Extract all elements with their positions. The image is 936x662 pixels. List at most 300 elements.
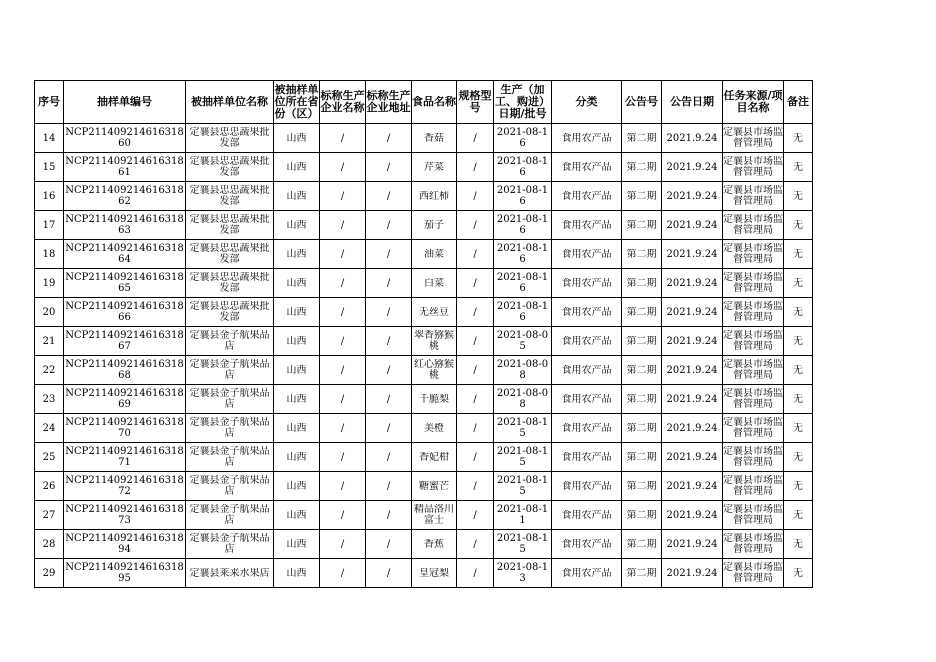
cell-province-text: 山西 xyxy=(286,393,307,405)
cell-sampled-unit-text: 定襄县忠忠蔬果批发部 xyxy=(189,301,270,323)
cell-sample-id-text: NCP21140921461631865 xyxy=(65,272,184,294)
cell-producer-address xyxy=(366,240,412,269)
cell-category-text: 食用农产品 xyxy=(561,219,612,231)
cell-food-name-text: 翠香猕猴桃 xyxy=(414,330,454,352)
cell-sample-id xyxy=(64,559,186,588)
cell-production-date-text: 2021-08-08 xyxy=(496,359,549,381)
cell-category xyxy=(552,385,622,414)
cell-food-name xyxy=(412,472,457,501)
cell-seq-text: 28 xyxy=(42,538,56,550)
cell-sampled-unit xyxy=(186,530,274,559)
cell-notice-date-text: 2021.9.24 xyxy=(666,219,718,231)
cell-notice-no-text: 第二期 xyxy=(626,509,657,521)
header-production-date xyxy=(494,81,552,124)
cell-producer-address-text: / xyxy=(386,190,391,202)
cell-producer-address xyxy=(366,153,412,182)
cell-production-date-text: 2021-08-16 xyxy=(496,301,549,323)
cell-notice-date-text: 2021.9.24 xyxy=(666,451,718,463)
cell-remarks-text: 无 xyxy=(793,335,803,347)
cell-producer-address xyxy=(366,124,412,153)
cell-remarks-text: 无 xyxy=(793,306,803,318)
cell-producer-name-text: / xyxy=(340,538,345,550)
cell-notice-date-text: 2021.9.24 xyxy=(666,132,718,144)
cell-producer-name xyxy=(320,124,366,153)
cell-producer-address xyxy=(366,501,412,530)
cell-task-source-text: 定襄县市场监督管理局 xyxy=(723,359,783,381)
cell-seq-text: 25 xyxy=(42,451,56,463)
header-sampled-unit-label: 被抽样单位名称 xyxy=(191,96,268,108)
cell-food-name-text: 红心猕猴桃 xyxy=(414,359,454,381)
cell-food-name xyxy=(412,530,457,559)
cell-production-date-text: 2021-08-16 xyxy=(496,127,549,149)
cell-sampled-unit-text: 定襄县金子航果品店 xyxy=(189,388,270,410)
cell-notice-date xyxy=(662,269,723,298)
cell-producer-name-text: / xyxy=(340,161,345,173)
cell-producer-address-text: / xyxy=(386,161,391,173)
header-seq-label: 序号 xyxy=(38,96,60,108)
cell-food-name-text: 芹菜 xyxy=(424,161,444,173)
cell-production-date-text: 2021-08-16 xyxy=(496,272,549,294)
cell-seq-text: 19 xyxy=(42,277,56,289)
cell-production-date xyxy=(494,124,552,153)
cell-category xyxy=(552,356,622,385)
cell-sampled-unit xyxy=(186,182,274,211)
cell-producer-name-text: / xyxy=(340,306,345,318)
cell-producer-name-text: / xyxy=(340,393,345,405)
cell-production-date-text: 2021-08-13 xyxy=(496,562,549,584)
cell-task-source-text: 定襄县市场监督管理局 xyxy=(723,330,783,352)
cell-task-source-text: 定襄县市场监督管理局 xyxy=(723,504,783,526)
cell-producer-address-text: / xyxy=(386,567,391,579)
cell-province xyxy=(274,385,320,414)
cell-food-name-text: 美橙 xyxy=(424,422,444,434)
cell-food-name-text: 油菜 xyxy=(424,248,444,260)
header-food-name xyxy=(412,81,457,124)
cell-producer-address xyxy=(366,414,412,443)
cell-spec-text: / xyxy=(473,219,477,231)
sampling-results-table xyxy=(34,80,813,588)
cell-province-text: 山西 xyxy=(286,219,307,231)
cell-sample-id-text: NCP21140921461631869 xyxy=(65,388,184,410)
cell-notice-no-text: 第二期 xyxy=(626,567,657,579)
cell-production-date-text: 2021-08-16 xyxy=(496,156,549,178)
cell-food-name xyxy=(412,501,457,530)
cell-sample-id xyxy=(64,356,186,385)
table-row xyxy=(35,530,813,559)
cell-task-source xyxy=(723,124,784,153)
cell-sampled-unit-text: 定襄县忠忠蔬果批发部 xyxy=(189,127,270,149)
cell-sampled-unit xyxy=(186,356,274,385)
cell-province xyxy=(274,240,320,269)
cell-producer-name xyxy=(320,501,366,530)
cell-notice-no xyxy=(622,443,662,472)
cell-sampled-unit-text: 定襄县金子航果品店 xyxy=(189,359,270,381)
cell-sampled-unit xyxy=(186,153,274,182)
cell-task-source xyxy=(723,385,784,414)
cell-seq-text: 15 xyxy=(42,161,56,173)
cell-sampled-unit xyxy=(186,124,274,153)
cell-task-source xyxy=(723,327,784,356)
cell-province-text: 山西 xyxy=(286,335,307,347)
cell-food-name xyxy=(412,182,457,211)
cell-seq xyxy=(35,153,64,182)
cell-remarks-text: 无 xyxy=(793,277,803,289)
cell-notice-no-text: 第二期 xyxy=(626,306,657,318)
header-producer-name-label: 标称生产企业名称 xyxy=(320,90,365,114)
cell-sample-id-text: NCP21140921461631873 xyxy=(65,504,184,526)
cell-notice-date-text: 2021.9.24 xyxy=(666,277,718,289)
cell-category xyxy=(552,298,622,327)
cell-food-name xyxy=(412,414,457,443)
table-row xyxy=(35,414,813,443)
cell-province xyxy=(274,298,320,327)
cell-province xyxy=(274,182,320,211)
cell-spec xyxy=(457,472,494,501)
cell-food-name xyxy=(412,327,457,356)
cell-producer-address-text: / xyxy=(386,393,391,405)
cell-sample-id xyxy=(64,211,186,240)
cell-production-date xyxy=(494,472,552,501)
cell-remarks xyxy=(784,472,813,501)
cell-task-source-text: 定襄县市场监督管理局 xyxy=(723,533,783,555)
cell-notice-no-text: 第二期 xyxy=(626,248,657,260)
cell-producer-name-text: / xyxy=(340,509,345,521)
cell-production-date-text: 2021-08-15 xyxy=(496,446,549,468)
cell-seq-text: 17 xyxy=(42,219,56,231)
cell-province xyxy=(274,124,320,153)
cell-spec xyxy=(457,269,494,298)
cell-notice-date xyxy=(662,385,723,414)
cell-remarks-text: 无 xyxy=(793,161,803,173)
cell-province xyxy=(274,153,320,182)
cell-spec xyxy=(457,298,494,327)
cell-production-date xyxy=(494,501,552,530)
cell-notice-date xyxy=(662,443,723,472)
cell-sampled-unit-text: 定襄县忠忠蔬果批发部 xyxy=(189,243,270,265)
cell-province xyxy=(274,530,320,559)
cell-task-source-text: 定襄县市场监督管理局 xyxy=(723,243,783,265)
cell-notice-no xyxy=(622,269,662,298)
cell-remarks-text: 无 xyxy=(793,248,803,260)
cell-production-date xyxy=(494,211,552,240)
header-row xyxy=(35,81,813,124)
cell-task-source xyxy=(723,153,784,182)
table-row xyxy=(35,356,813,385)
cell-sample-id-text: NCP21140921461631871 xyxy=(65,446,184,468)
table-row xyxy=(35,298,813,327)
cell-remarks-text: 无 xyxy=(793,190,803,202)
cell-notice-date xyxy=(662,501,723,530)
cell-province-text: 山西 xyxy=(286,132,307,144)
header-province-label: 被抽样单位所在省份（区） xyxy=(274,84,319,120)
table-row xyxy=(35,385,813,414)
cell-producer-address-text: / xyxy=(386,335,391,347)
cell-task-source xyxy=(723,472,784,501)
cell-producer-address xyxy=(366,269,412,298)
cell-producer-address-text: / xyxy=(386,132,391,144)
cell-seq-text: 16 xyxy=(42,190,56,202)
header-notice-no-label: 公告号 xyxy=(625,96,658,108)
cell-notice-no-text: 第二期 xyxy=(626,422,657,434)
cell-food-name xyxy=(412,240,457,269)
cell-producer-address-text: / xyxy=(386,364,391,376)
cell-notice-no-text: 第二期 xyxy=(626,190,657,202)
cell-category-text: 食用农产品 xyxy=(561,480,612,492)
cell-notice-no xyxy=(622,298,662,327)
cell-notice-no xyxy=(622,414,662,443)
cell-task-source xyxy=(723,559,784,588)
cell-spec-text: / xyxy=(473,248,477,260)
cell-sample-id-text: NCP21140921461631894 xyxy=(65,533,184,555)
cell-production-date xyxy=(494,240,552,269)
header-task-source-label: 任务来源/项目名称 xyxy=(723,90,783,114)
cell-seq xyxy=(35,182,64,211)
cell-notice-date xyxy=(662,356,723,385)
cell-spec-text: / xyxy=(473,451,477,463)
cell-remarks xyxy=(784,385,813,414)
cell-remarks-text: 无 xyxy=(793,451,803,463)
cell-producer-address xyxy=(366,327,412,356)
cell-remarks xyxy=(784,501,813,530)
cell-task-source xyxy=(723,182,784,211)
cell-notice-no xyxy=(622,559,662,588)
cell-producer-name-text: / xyxy=(340,451,345,463)
table-row xyxy=(35,472,813,501)
cell-food-name xyxy=(412,443,457,472)
cell-seq xyxy=(35,530,64,559)
cell-task-source-text: 定襄县市场监督管理局 xyxy=(723,127,783,149)
header-notice-date-label: 公告日期 xyxy=(670,96,714,108)
cell-spec xyxy=(457,211,494,240)
cell-production-date-text: 2021-08-08 xyxy=(496,388,549,410)
cell-category-text: 食用农产品 xyxy=(561,161,612,173)
cell-sample-id xyxy=(64,530,186,559)
cell-food-name xyxy=(412,298,457,327)
cell-remarks-text: 无 xyxy=(793,538,803,550)
cell-task-source-text: 定襄县市场监督管理局 xyxy=(723,417,783,439)
cell-production-date xyxy=(494,443,552,472)
cell-notice-no-text: 第二期 xyxy=(626,393,657,405)
cell-remarks xyxy=(784,443,813,472)
cell-remarks-text: 无 xyxy=(793,567,803,579)
cell-sampled-unit xyxy=(186,501,274,530)
cell-notice-date xyxy=(662,211,723,240)
cell-province-text: 山西 xyxy=(286,567,307,579)
cell-notice-date xyxy=(662,530,723,559)
cell-food-name-text: 西红柿 xyxy=(419,190,449,202)
cell-producer-address-text: / xyxy=(386,509,391,521)
cell-sample-id-text: NCP21140921461631872 xyxy=(65,475,184,497)
cell-spec-text: / xyxy=(473,190,477,202)
cell-notice-date xyxy=(662,298,723,327)
cell-seq xyxy=(35,414,64,443)
table-row xyxy=(35,211,813,240)
cell-spec-text: / xyxy=(473,480,477,492)
cell-province xyxy=(274,269,320,298)
cell-category-text: 食用农产品 xyxy=(561,132,612,144)
cell-category xyxy=(552,414,622,443)
cell-sample-id xyxy=(64,153,186,182)
cell-spec-text: / xyxy=(473,277,477,289)
cell-spec xyxy=(457,559,494,588)
cell-producer-name-text: / xyxy=(340,277,345,289)
cell-production-date xyxy=(494,414,552,443)
cell-sample-id-text: NCP21140921461631864 xyxy=(65,243,184,265)
cell-notice-no xyxy=(622,385,662,414)
cell-task-source-text: 定襄县市场监督管理局 xyxy=(723,301,783,323)
cell-category xyxy=(552,327,622,356)
cell-province-text: 山西 xyxy=(286,451,307,463)
cell-production-date-text: 2021-08-15 xyxy=(496,475,549,497)
cell-seq-text: 24 xyxy=(42,422,56,434)
cell-notice-date-text: 2021.9.24 xyxy=(666,567,718,579)
cell-sample-id xyxy=(64,182,186,211)
cell-sample-id xyxy=(64,414,186,443)
cell-notice-no xyxy=(622,240,662,269)
cell-spec xyxy=(457,356,494,385)
header-category-label: 分类 xyxy=(575,96,598,108)
cell-food-name-text: 茄子 xyxy=(424,219,444,231)
cell-sample-id xyxy=(64,240,186,269)
cell-category-text: 食用农产品 xyxy=(561,538,612,550)
cell-producer-name-text: / xyxy=(340,132,345,144)
cell-spec-text: / xyxy=(473,538,477,550)
header-production-date-label: 生产（加工、购进）日期/批号 xyxy=(495,84,550,120)
cell-category xyxy=(552,153,622,182)
cell-category-text: 食用农产品 xyxy=(561,422,612,434)
cell-producer-name-text: / xyxy=(340,480,345,492)
cell-remarks-text: 无 xyxy=(793,364,803,376)
header-seq xyxy=(35,81,64,124)
cell-sampled-unit xyxy=(186,240,274,269)
cell-food-name xyxy=(412,559,457,588)
cell-spec-text: / xyxy=(473,132,477,144)
cell-notice-no-text: 第二期 xyxy=(626,451,657,463)
header-notice-date xyxy=(662,81,723,124)
cell-sampled-unit xyxy=(186,298,274,327)
cell-sample-id-text: NCP21140921461631860 xyxy=(65,127,184,149)
cell-food-name-text: 白菜 xyxy=(424,277,444,289)
header-producer-address-label: 标称生产企业地址 xyxy=(366,90,411,114)
cell-producer-name xyxy=(320,298,366,327)
cell-production-date-text: 2021-08-16 xyxy=(496,185,549,207)
header-category xyxy=(552,81,622,124)
cell-sampled-unit-text: 定襄县莱来水果店 xyxy=(189,567,270,579)
cell-remarks xyxy=(784,211,813,240)
cell-notice-no xyxy=(622,472,662,501)
cell-province xyxy=(274,327,320,356)
cell-sample-id-text: NCP21140921461631868 xyxy=(65,359,184,381)
cell-seq xyxy=(35,327,64,356)
cell-province xyxy=(274,356,320,385)
cell-sample-id-text: NCP21140921461631861 xyxy=(65,156,184,178)
cell-task-source xyxy=(723,443,784,472)
cell-spec xyxy=(457,501,494,530)
cell-production-date-text: 2021-08-15 xyxy=(496,417,549,439)
cell-producer-name xyxy=(320,414,366,443)
cell-task-source xyxy=(723,298,784,327)
cell-seq xyxy=(35,211,64,240)
cell-producer-name xyxy=(320,269,366,298)
cell-spec-text: / xyxy=(473,567,477,579)
cell-task-source-text: 定襄县市场监督管理局 xyxy=(723,562,783,584)
cell-spec xyxy=(457,385,494,414)
header-sample-id xyxy=(64,81,186,124)
cell-seq xyxy=(35,269,64,298)
cell-notice-no-text: 第二期 xyxy=(626,132,657,144)
cell-spec xyxy=(457,530,494,559)
cell-producer-name-text: / xyxy=(340,364,345,376)
cell-sample-id xyxy=(64,443,186,472)
cell-production-date xyxy=(494,269,552,298)
cell-food-name-text: 皇冠梨 xyxy=(419,567,449,579)
cell-remarks-text: 无 xyxy=(793,509,803,521)
cell-sample-id-text: NCP21140921461631867 xyxy=(65,330,184,352)
cell-food-name-text: 香菇 xyxy=(424,132,444,144)
cell-production-date-text: 2021-08-11 xyxy=(496,504,549,526)
cell-sample-id xyxy=(64,327,186,356)
cell-category xyxy=(552,501,622,530)
cell-producer-name-text: / xyxy=(340,567,345,579)
cell-seq-text: 21 xyxy=(42,335,56,347)
cell-notice-date-text: 2021.9.24 xyxy=(666,364,718,376)
cell-sampled-unit xyxy=(186,327,274,356)
cell-category xyxy=(552,182,622,211)
cell-task-source-text: 定襄县市场监督管理局 xyxy=(723,272,783,294)
cell-task-source xyxy=(723,356,784,385)
cell-sampled-unit-text: 定襄县金子航果品店 xyxy=(189,475,270,497)
cell-spec xyxy=(457,182,494,211)
cell-notice-date-text: 2021.9.24 xyxy=(666,509,718,521)
cell-producer-address xyxy=(366,472,412,501)
cell-sample-id-text: NCP21140921461631895 xyxy=(65,562,184,584)
cell-task-source-text: 定襄县市场监督管理局 xyxy=(723,475,783,497)
cell-notice-date-text: 2021.9.24 xyxy=(666,335,718,347)
cell-category xyxy=(552,559,622,588)
cell-category-text: 食用农产品 xyxy=(561,393,612,405)
table-row xyxy=(35,124,813,153)
cell-category-text: 食用农产品 xyxy=(561,190,612,202)
header-sampled-unit xyxy=(186,81,274,124)
cell-category-text: 食用农产品 xyxy=(561,306,612,318)
cell-notice-date-text: 2021.9.24 xyxy=(666,480,718,492)
cell-seq-text: 27 xyxy=(42,509,56,521)
cell-notice-no xyxy=(622,211,662,240)
cell-remarks-text: 无 xyxy=(793,219,803,231)
cell-task-source xyxy=(723,211,784,240)
cell-notice-no-text: 第二期 xyxy=(626,480,657,492)
cell-remarks xyxy=(784,559,813,588)
cell-sample-id-text: NCP21140921461631870 xyxy=(65,417,184,439)
table-body xyxy=(35,124,813,588)
cell-producer-name xyxy=(320,327,366,356)
cell-notice-no-text: 第二期 xyxy=(626,335,657,347)
cell-task-source xyxy=(723,530,784,559)
cell-sampled-unit-text: 定襄县金子航果品店 xyxy=(189,504,270,526)
cell-producer-name xyxy=(320,356,366,385)
cell-food-name xyxy=(412,356,457,385)
cell-producer-name-text: / xyxy=(340,422,345,434)
cell-category-text: 食用农产品 xyxy=(561,364,612,376)
cell-producer-name-text: / xyxy=(340,335,345,347)
cell-seq xyxy=(35,472,64,501)
cell-remarks-text: 无 xyxy=(793,480,803,492)
cell-remarks xyxy=(784,356,813,385)
cell-producer-name xyxy=(320,559,366,588)
header-task-source xyxy=(723,81,784,124)
cell-sampled-unit xyxy=(186,414,274,443)
cell-food-name-text: 糖蜜芒 xyxy=(419,480,449,492)
